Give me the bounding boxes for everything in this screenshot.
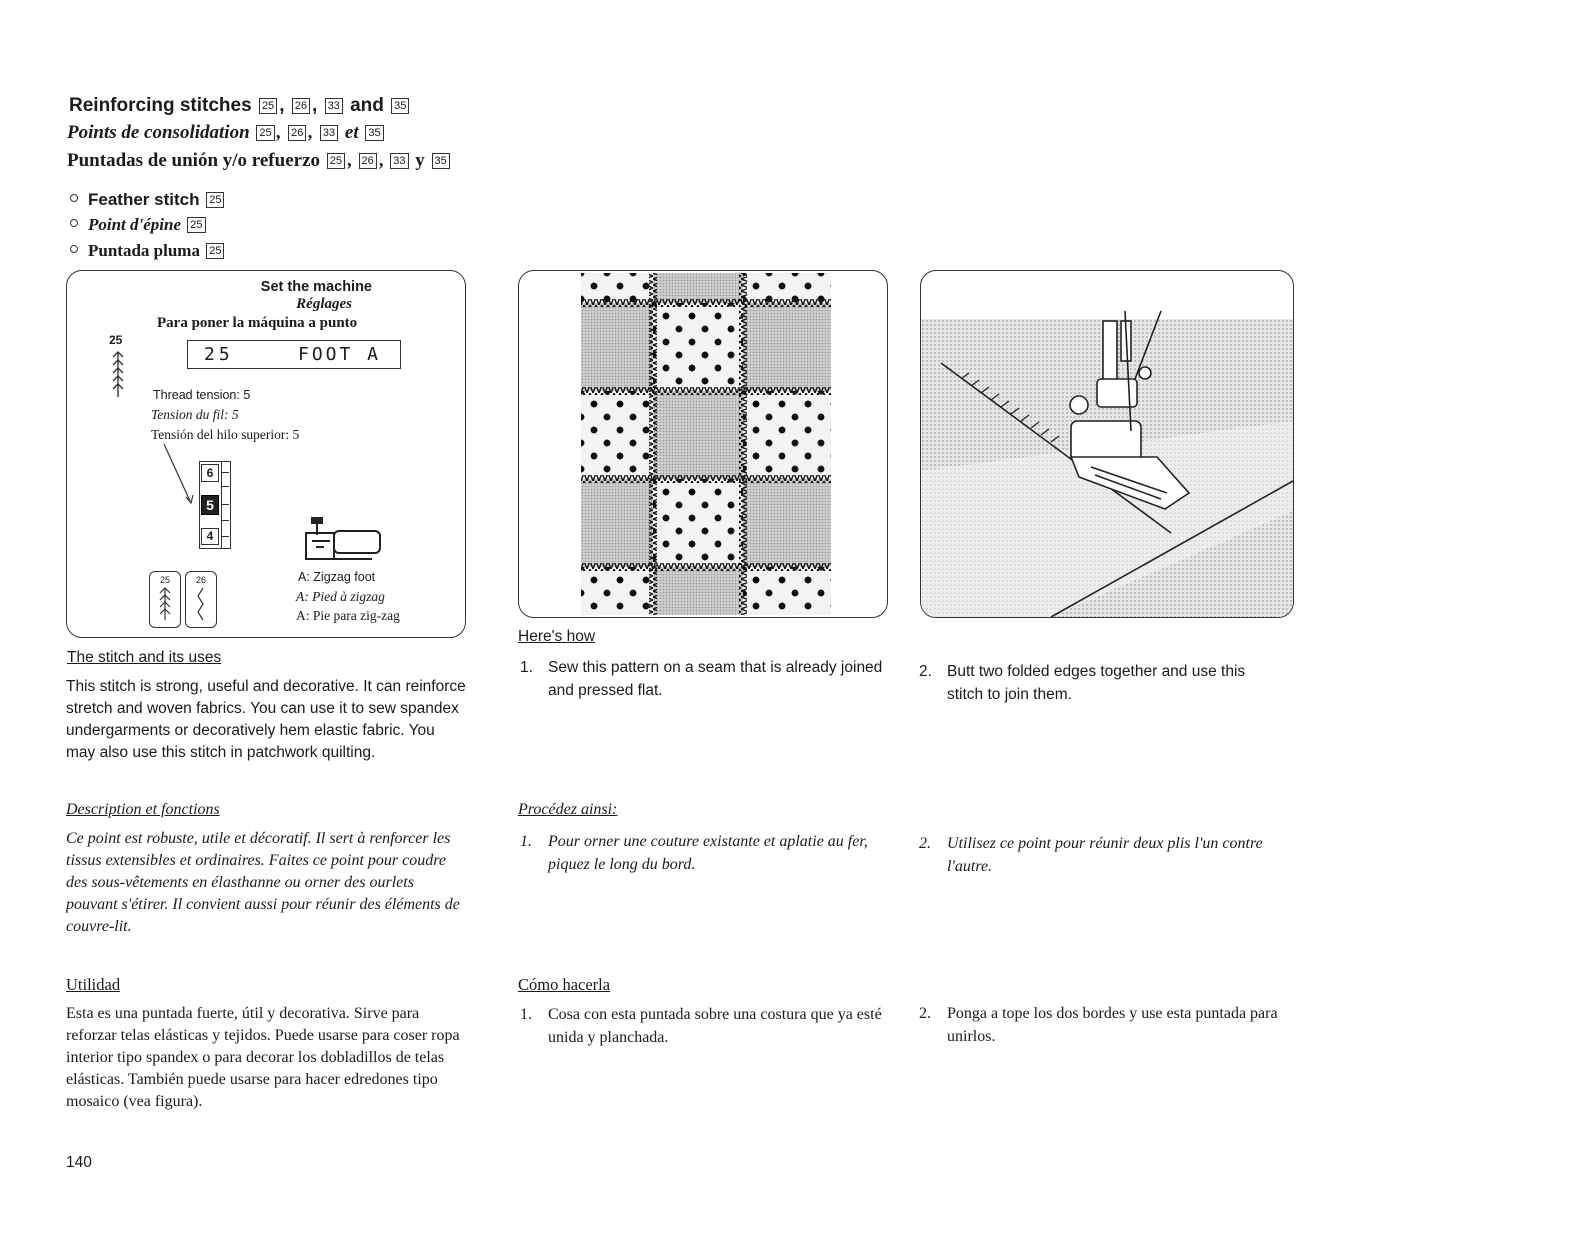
seam-stitches: [581, 273, 831, 615]
subtitle-spanish: [70, 241, 226, 261]
bullet-icon: [70, 219, 78, 227]
conjunction: et: [344, 122, 359, 143]
howto-heading-en: Here's how: [518, 628, 596, 645]
tension-dial-icon: [199, 461, 231, 549]
uses-heading-fr: Description et fonctions: [66, 801, 220, 818]
stitch-number-badge: 26: [359, 153, 377, 169]
step-number: 2.: [919, 835, 931, 852]
title-english-text: Reinforcing stitches: [69, 95, 252, 116]
title-english: [69, 95, 411, 117]
zigzag-foot-icon: [302, 517, 386, 565]
dial-value-selected: 5: [201, 495, 219, 515]
foot-label-en: A: Zigzag foot: [298, 570, 376, 584]
stitch-number-badge: 25: [187, 217, 205, 233]
subtitle-text: Feather stitch: [88, 190, 200, 209]
sewing-foot-drawing: [921, 271, 1293, 617]
howto-heading-es: Cómo hacerla: [518, 975, 611, 994]
separator: ,: [276, 122, 282, 143]
stitch-number-badge: 33: [325, 98, 343, 114]
lcd-display: [187, 340, 401, 369]
title-spanish-text: Puntadas de unión y/o refuerzo: [67, 150, 321, 171]
separator: ,: [312, 95, 318, 116]
settings-heading-en: Set the machine: [260, 279, 372, 295]
sewing-foot-illustration: [920, 270, 1294, 618]
tension-fr: Tension du fil: 5: [151, 407, 239, 422]
subtitle-text: Point d'épine: [88, 215, 182, 234]
howto-step2-fr: [919, 832, 1279, 878]
pointer-line: [162, 443, 202, 509]
howto-step2-en: [919, 660, 1279, 706]
dial-value: 6: [201, 464, 219, 482]
stitch-number-badge: 25: [327, 153, 345, 169]
title-french-text: Points de consolidation: [67, 122, 250, 143]
uses-text-es: Esta es una puntada fuerte, útil y decorativa. Sirve para reforzar telas elásticas y tejidos. Puede usarse para coser ropa interior tipo spandex o para decorar los dobladillos de telas elásticas. También puede usarse para hacer edredones tipo mosaico (vea figura).: [66, 1005, 460, 1110]
foot-label-es: A: Pie para zig-zag: [296, 608, 400, 623]
tension-en: Thread tension: 5: [153, 388, 251, 402]
separator: ,: [378, 150, 384, 171]
key-label: 25: [159, 575, 170, 585]
stitch-number-badge: 35: [365, 125, 383, 141]
step-text: Sew this pattern on a seam that is already joined and pressed flat.: [548, 659, 883, 699]
step-number: 2.: [919, 1005, 931, 1022]
patchwork-grid: [581, 273, 831, 615]
step-text: Cosa con esta puntada sobre una costura que ya esté unida y planchada.: [548, 1006, 882, 1046]
uses-text-en: This stitch is strong, useful and decorative. It can reinforce stretch and woven fabrics. You can use it to sew spandex undergarments or decoratively hem elastic fabric. You may also use this stitch in patchwork quilting.: [66, 678, 466, 761]
conjunction: y: [415, 150, 425, 171]
step-number: 1.: [520, 833, 532, 850]
stitch-key-25: [149, 571, 181, 628]
uses-heading-en: The stitch and its uses: [67, 649, 222, 666]
separator: ,: [347, 150, 352, 171]
tension-es: Tensión del hilo superior: 5: [151, 427, 300, 442]
subtitle-text: Puntada pluma: [88, 241, 200, 260]
howto-heading-fr: Procédez ainsi:: [518, 801, 618, 818]
dial-value: 4: [201, 528, 219, 545]
feather-stitch-icon: [158, 587, 172, 621]
stitch-number-badge: 33: [320, 125, 338, 141]
lcd-stitch-number: 25: [204, 344, 234, 365]
foot-label-fr: A: Pied à zigzag: [296, 589, 385, 604]
stitch-number-label: 25: [109, 333, 123, 347]
stitch-number-badge: 25: [206, 192, 224, 208]
lcd-foot-label: FOOT A: [298, 344, 382, 365]
machine-settings-panel: [66, 270, 466, 638]
howto-step1-en: [520, 656, 900, 702]
subtitle-english: [70, 190, 226, 210]
uses-heading-es: Utilidad: [66, 975, 121, 994]
blind-stitch-icon: [194, 587, 208, 621]
patchwork-illustration: [518, 270, 888, 618]
step-text: Utilisez ce point pour réunir deux plis l'un contre l'autre.: [947, 835, 1263, 875]
settings-heading-es: Para poner la máquina a punto: [157, 315, 358, 331]
uses-text-fr: Ce point est robuste, utile et décoratif. Il sert à renforcer les tissus extensibles et ordinaires. Faites ce point pour coudre des sous-vêtements en élasthanne ou orner des ourlets pouvant s'étirer. Il convient aussi pour réunir des éléments de couvre-lit.: [66, 830, 460, 935]
page-number: 140: [66, 1154, 92, 1171]
subtitle-french: [70, 215, 208, 235]
stitch-number-badge: 33: [390, 153, 408, 169]
stitch-number-badge: 25: [256, 125, 274, 141]
separator: ,: [279, 95, 285, 116]
stitch-number-badge: 25: [259, 98, 277, 114]
title-french: [67, 122, 386, 144]
settings-heading-fr: Réglages: [296, 296, 352, 312]
title-spanish: [67, 150, 452, 172]
separator: ,: [308, 122, 314, 143]
bullet-icon: [70, 194, 78, 202]
howto-step2-es: [919, 1002, 1279, 1048]
howto-step1-fr: [520, 830, 880, 876]
key-label: 26: [195, 575, 206, 585]
feather-stitch-icon: [111, 351, 125, 399]
stitch-number-badge: 26: [288, 125, 306, 141]
stitch-number-badge: 26: [292, 98, 310, 114]
step-number: 2.: [919, 663, 932, 680]
step-text: Ponga a tope los dos bordes y use esta puntada para unirlos.: [947, 1005, 1278, 1045]
step-number: 1.: [520, 1006, 532, 1023]
stitch-key-26: [185, 571, 217, 628]
howto-step1-es: [520, 1003, 890, 1049]
stitch-number-badge: 25: [206, 243, 224, 259]
step-text: Butt two folded edges together and use this stitch to join them.: [947, 663, 1246, 703]
conjunction: and: [350, 95, 384, 116]
step-text: Pour orner une couture existante et aplatie au fer, piquez le long du bord.: [548, 833, 868, 873]
bullet-icon: [70, 245, 78, 253]
step-number: 1.: [520, 659, 533, 676]
stitch-number-badge: 35: [432, 153, 450, 169]
stitch-number-badge: 35: [391, 98, 409, 114]
